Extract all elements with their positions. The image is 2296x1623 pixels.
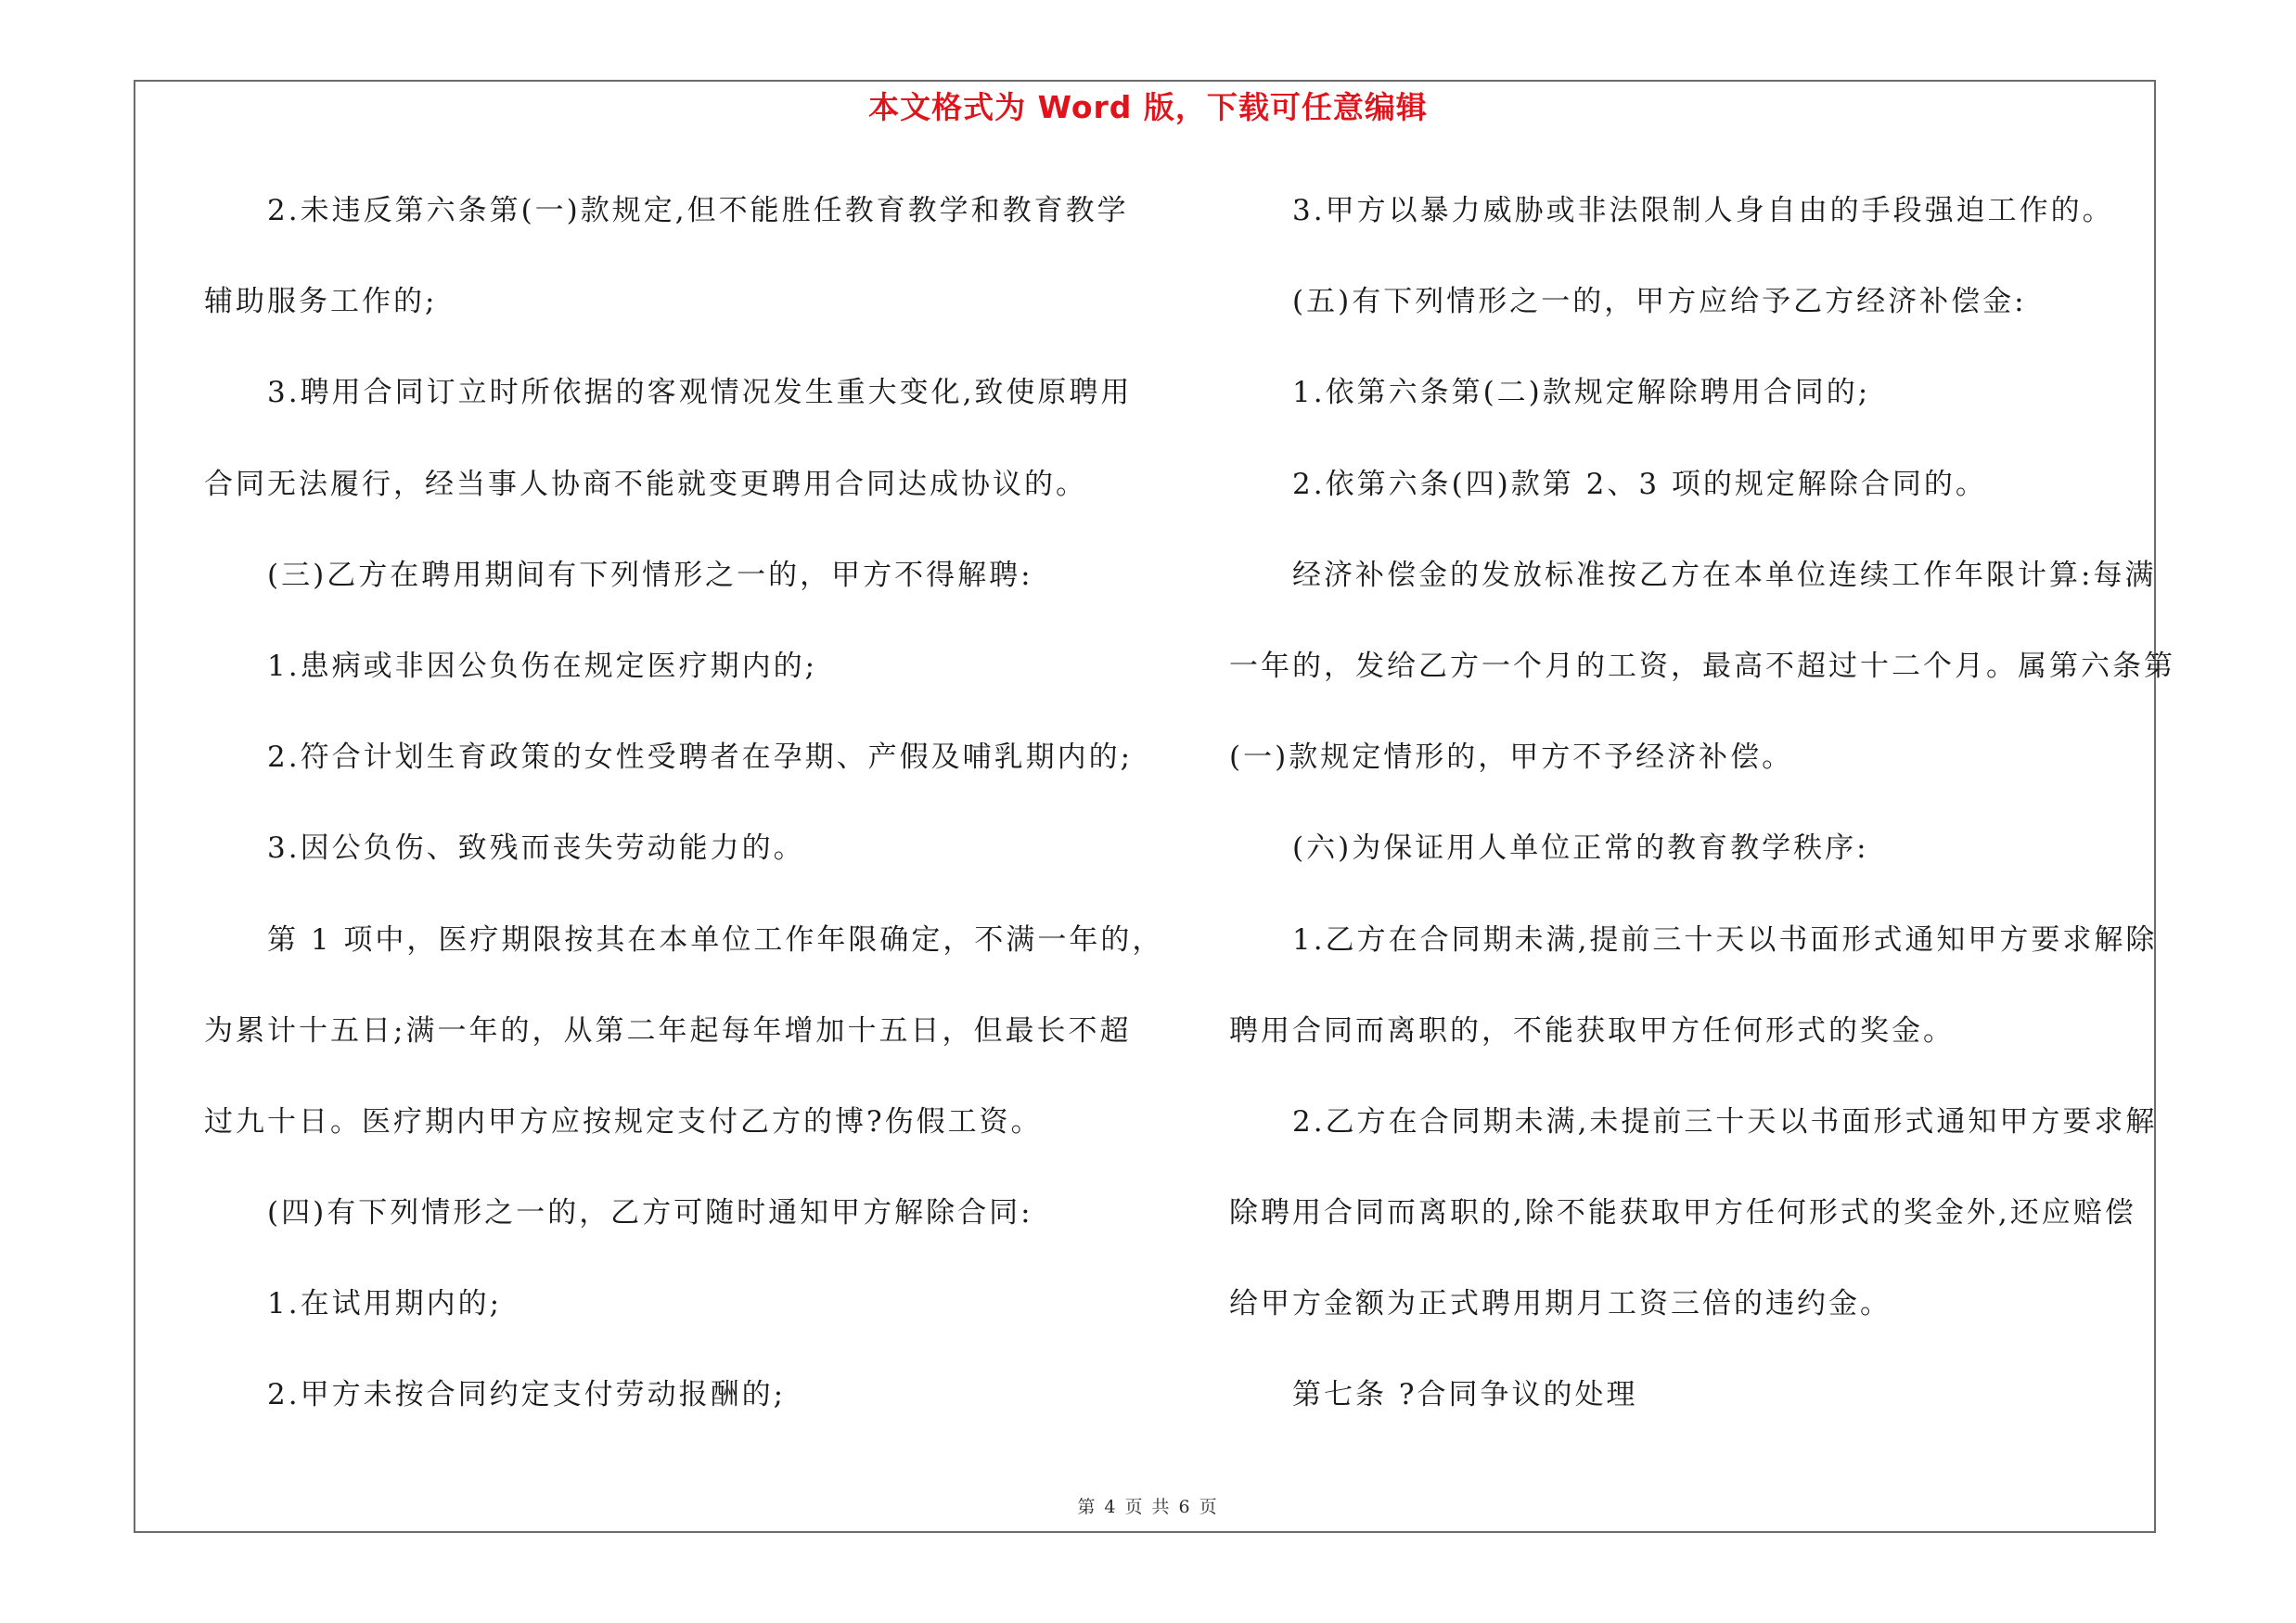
text-line: 3.甲方以暴力威胁或非法限制人身自由的手段强迫工作的。: [1292, 194, 2114, 227]
text-line: 一年的，发给乙方一个月的工资，最高不超过十二个月。属第六条第: [1229, 649, 2175, 683]
footer-page-word: 页: [1124, 1497, 1145, 1517]
text-line: (四)有下列情形之一的，乙方可随时通知甲方解除合同:: [267, 1196, 1033, 1230]
text-line: 第 1 项中，医疗期限按其在本单位工作年限确定，不满一年的，: [267, 922, 1164, 957]
footer-suffix: 页: [1199, 1497, 1219, 1517]
text-line: 2.甲方未按合同约定支付劳动报酬的;: [267, 1378, 787, 1412]
text-line: 1.患病或非因公负伤在规定医疗期内的;: [267, 649, 818, 683]
total-pages-number: 6: [1178, 1497, 1192, 1517]
text-line: 2.符合计划生育政策的女性受聘者在孕期、产假及哺乳期内的;: [267, 741, 1134, 775]
word-format-banner: 本文格式为 Word 版，下载可任意编辑: [868, 89, 1428, 125]
text-line: (六)为保证用人单位正常的教育教学秩序:: [1292, 831, 1869, 866]
text-line: 经济补偿金的发放标准按乙方在本单位连续工作年限计算:每满: [1292, 558, 2157, 592]
footer-middle: 共: [1151, 1497, 1172, 1517]
text-line: 3.聘用合同订立时所依据的客观情况发生重大变化,致使原聘用: [267, 376, 1133, 410]
text-line: 合同无法履行，经当事人协商不能就变更聘用合同达成协议的。: [204, 467, 1087, 501]
text-line: (一)款规定情形的，甲方不予经济补偿。: [1229, 741, 1794, 775]
text-line: 1.依第六条第(二)款规定解除聘用合同的;: [1292, 376, 1871, 410]
right-text-column: [1229, 182, 2175, 1458]
current-page-number: 4: [1104, 1497, 1118, 1517]
left-text-column: [204, 182, 1164, 1458]
text-line: 辅助服务工作的;: [204, 285, 438, 319]
text-line: 聘用合同而离职的，不能获取甲方任何形式的奖金。: [1229, 1013, 1955, 1048]
text-line: 2.依第六条(四)款第 2、3 项的规定解除合同的。: [1292, 467, 1987, 501]
text-line: 除聘用合同而离职的,除不能获取甲方任何形式的奖金外,还应赔偿: [1229, 1196, 2136, 1230]
text-line: 为累计十五日;满一年的，从第二年起每年增加十五日，但最长不超: [204, 1013, 1132, 1048]
page-number-footer: [0, 1493, 2296, 1518]
text-line: 2.乙方在合同期未满,未提前三十天以书面形式通知甲方要求解: [1292, 1104, 2158, 1139]
text-line: 1.在试用期内的;: [267, 1287, 503, 1321]
text-line: 3.因公负伤、致残而丧失劳动能力的。: [267, 831, 805, 866]
text-line: 第七条 ?合同争议的处理: [1292, 1378, 1638, 1412]
text-line: 2.未违反第六条第(一)款规定,但不能胜任教育教学和教育教学: [267, 194, 1129, 227]
text-line: 过九十日。医疗期内甲方应按规定支付乙方的博?伤假工资。: [204, 1104, 1043, 1139]
footer-prefix: 第: [1077, 1497, 1097, 1517]
text-line: (五)有下列情形之一的，甲方应给予乙方经济补偿金:: [1292, 285, 2027, 319]
text-line: 给甲方金额为正式聘用期月工资三倍的违约金。: [1229, 1287, 1892, 1321]
text-line: 1.乙方在合同期未满,提前三十天以书面形式通知甲方要求解除: [1292, 922, 2158, 957]
text-line: (三)乙方在聘用期间有下列情形之一的，甲方不得解聘:: [267, 558, 1033, 592]
